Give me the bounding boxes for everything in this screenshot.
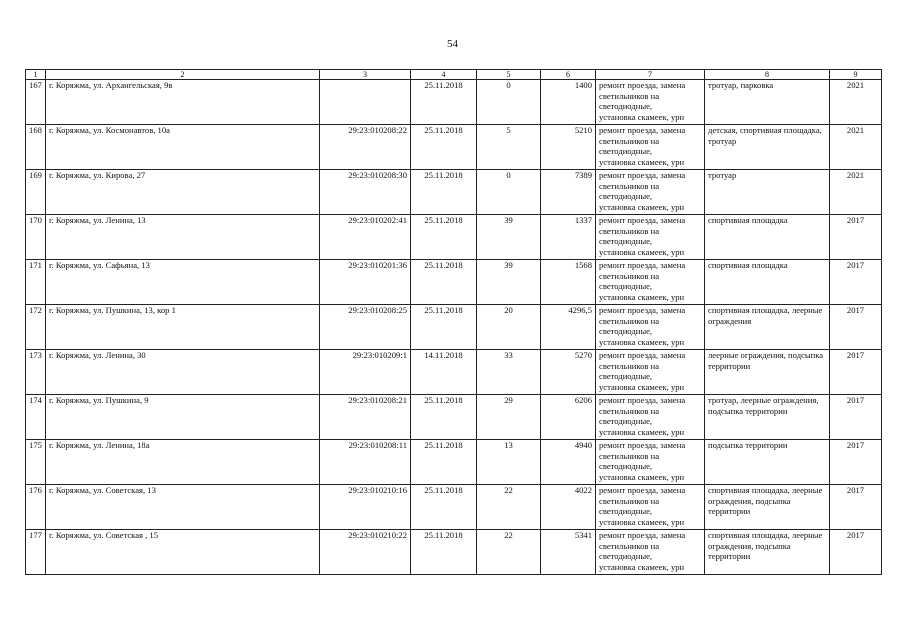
column-number: 9 <box>830 70 882 80</box>
area-cell: 1568 <box>541 260 596 305</box>
works-line: светодиодные, <box>599 281 653 291</box>
count-cell: 39 <box>477 215 541 260</box>
row-number: 169 <box>26 170 46 215</box>
year-cell: 2017 <box>830 530 882 575</box>
works-line: светильников на <box>599 315 660 326</box>
row-number: 174 <box>26 395 46 440</box>
date-cell: 25.11.2018 <box>411 440 477 485</box>
column-number: 7 <box>596 70 705 80</box>
works-line: светильников на <box>599 360 660 371</box>
works-cell <box>596 485 705 530</box>
row-number: 173 <box>26 350 46 395</box>
works-cell <box>596 440 705 485</box>
date-cell: 14.11.2018 <box>411 350 477 395</box>
count-cell: 39 <box>477 260 541 305</box>
cadastral-number-cell: 29:23:010209:1 <box>320 350 411 395</box>
works-cell <box>596 260 705 305</box>
additional-works-cell: спортивная площадка, леерные ограждения <box>705 305 830 350</box>
works-line: светодиодные, <box>599 191 653 201</box>
works-cell <box>596 215 705 260</box>
area-cell: 6206 <box>541 395 596 440</box>
date-cell: 25.11.2018 <box>411 260 477 305</box>
row-number: 170 <box>26 215 46 260</box>
table-row <box>26 485 882 530</box>
date-cell: 25.11.2018 <box>411 125 477 170</box>
cadastral-number-cell: 29:23:010202:41 <box>320 215 411 260</box>
works-line: ремонт проезда, замена <box>599 395 686 405</box>
works-line: ремонт проезда, замена <box>599 125 686 135</box>
area-cell: 5210 <box>541 125 596 170</box>
works-line: установка скамеек, урн <box>599 156 685 167</box>
works-cell <box>596 350 705 395</box>
works-line: светильников на <box>599 135 660 146</box>
count-cell: 20 <box>477 305 541 350</box>
table-row <box>26 125 882 170</box>
cadastral-number-cell: 29:23:010208:30 <box>320 170 411 215</box>
works-line: установка скамеек, урн <box>599 336 685 347</box>
column-number: 1 <box>26 70 46 80</box>
additional-works-cell: спортивная площадка, леерные ограждения, подсыпка территории <box>705 485 830 530</box>
page-number: 54 <box>447 38 458 50</box>
column-number: 4 <box>411 70 477 80</box>
count-cell: 0 <box>477 80 541 125</box>
works-line: светодиодные, <box>599 101 653 111</box>
date-cell: 25.11.2018 <box>411 80 477 125</box>
additional-works-cell: подсыпка территории <box>705 440 830 485</box>
works-line: светильников на <box>599 405 660 416</box>
column-number: 5 <box>477 70 541 80</box>
table-row <box>26 530 882 575</box>
cadastral-number-cell: 29:23:010208:11 <box>320 440 411 485</box>
works-line: ремонт проезда, замена <box>599 305 686 315</box>
works-line: светодиодные, <box>599 551 653 561</box>
column-number: 2 <box>46 70 320 80</box>
works-line: светильников на <box>599 540 660 551</box>
year-cell: 2017 <box>830 305 882 350</box>
works-line: установка скамеек, урн <box>599 516 685 527</box>
additional-works-cell: леерные ограждения, подсыпка территории <box>705 350 830 395</box>
address-cell: г. Коряжма, ул. Ленина, 30 <box>46 350 320 395</box>
count-cell: 22 <box>477 485 541 530</box>
works-line: светодиодные, <box>599 236 653 246</box>
additional-works-cell: спортивная площадка <box>705 260 830 305</box>
count-cell: 5 <box>477 125 541 170</box>
cadastral-number-cell: 29:23:010208:22 <box>320 125 411 170</box>
area-cell: 5341 <box>541 530 596 575</box>
row-number: 172 <box>26 305 46 350</box>
area-cell: 4022 <box>541 485 596 530</box>
works-line: ремонт проезда, замена <box>599 215 686 225</box>
year-cell: 2021 <box>830 125 882 170</box>
area-cell: 7389 <box>541 170 596 215</box>
table-row <box>26 260 882 305</box>
area-cell: 4940 <box>541 440 596 485</box>
works-line: светодиодные, <box>599 416 653 426</box>
row-number: 175 <box>26 440 46 485</box>
table-row <box>26 440 882 485</box>
count-cell: 0 <box>477 170 541 215</box>
works-line: светодиодные, <box>599 146 653 156</box>
count-cell: 29 <box>477 395 541 440</box>
year-cell: 2017 <box>830 215 882 260</box>
works-cell <box>596 395 705 440</box>
registry-table <box>25 69 882 575</box>
cadastral-number-cell: 29:23:010208:21 <box>320 395 411 440</box>
additional-works-cell: спортивная площадка <box>705 215 830 260</box>
table-row <box>26 395 882 440</box>
additional-works-cell: тротуар <box>705 170 830 215</box>
cadastral-number-cell: 29:23:010210:16 <box>320 485 411 530</box>
row-number: 177 <box>26 530 46 575</box>
date-cell: 25.11.2018 <box>411 305 477 350</box>
date-cell: 25.11.2018 <box>411 215 477 260</box>
works-line: установка скамеек, урн <box>599 201 685 212</box>
works-line: установка скамеек, урн <box>599 561 685 572</box>
works-line: установка скамеек, урн <box>599 111 685 122</box>
address-cell: г. Коряжма, ул. Космонавтов, 10а <box>46 125 320 170</box>
table-row <box>26 215 882 260</box>
address-cell: г. Коряжма, ул. Сафьяна, 13 <box>46 260 320 305</box>
column-number-row <box>26 70 882 80</box>
cadastral-number-cell <box>320 80 411 125</box>
address-cell: г. Коряжма, ул. Ленина, 18а <box>46 440 320 485</box>
column-number: 6 <box>541 70 596 80</box>
year-cell: 2017 <box>830 485 882 530</box>
works-line: установка скамеек, урн <box>599 471 685 482</box>
works-line: установка скамеек, урн <box>599 426 685 437</box>
count-cell: 22 <box>477 530 541 575</box>
table-row <box>26 80 882 125</box>
works-line: ремонт проезда, замена <box>599 170 686 180</box>
works-line: ремонт проезда, замена <box>599 440 686 450</box>
area-cell: 1337 <box>541 215 596 260</box>
works-cell <box>596 80 705 125</box>
year-cell: 2021 <box>830 170 882 215</box>
date-cell: 25.11.2018 <box>411 395 477 440</box>
table-row <box>26 170 882 215</box>
works-line: светильников на <box>599 180 660 191</box>
date-cell: 25.11.2018 <box>411 170 477 215</box>
area-cell: 5270 <box>541 350 596 395</box>
year-cell: 2017 <box>830 440 882 485</box>
works-line: ремонт проезда, замена <box>599 80 686 90</box>
works-line: установка скамеек, урн <box>599 291 685 302</box>
works-line: светильников на <box>599 90 660 101</box>
works-cell <box>596 305 705 350</box>
date-cell: 25.11.2018 <box>411 485 477 530</box>
row-number: 168 <box>26 125 46 170</box>
cadastral-number-cell: 29:23:010210:22 <box>320 530 411 575</box>
table-row <box>26 350 882 395</box>
date-cell: 25.11.2018 <box>411 530 477 575</box>
year-cell: 2017 <box>830 260 882 305</box>
row-number: 176 <box>26 485 46 530</box>
address-cell: г. Коряжма, ул. Кирова, 27 <box>46 170 320 215</box>
works-line: светодиодные, <box>599 461 653 471</box>
works-line: светильников на <box>599 270 660 281</box>
address-cell: г. Коряжма, ул. Ленина, 13 <box>46 215 320 260</box>
works-line: светильников на <box>599 225 660 236</box>
column-number: 3 <box>320 70 411 80</box>
works-line: светильников на <box>599 450 660 461</box>
address-cell: г. Коряжма, ул. Советская, 13 <box>46 485 320 530</box>
count-cell: 13 <box>477 440 541 485</box>
column-number: 8 <box>705 70 830 80</box>
area-cell: 1400 <box>541 80 596 125</box>
additional-works-cell: детская, спортивная площадка, тротуар <box>705 125 830 170</box>
address-cell: г. Коряжма, ул. Пушкина, 13, кор 1 <box>46 305 320 350</box>
year-cell: 2021 <box>830 80 882 125</box>
cadastral-number-cell: 29:23:010208:25 <box>320 305 411 350</box>
year-cell: 2017 <box>830 350 882 395</box>
works-line: установка скамеек, урн <box>599 381 685 392</box>
works-line: ремонт проезда, замена <box>599 530 686 540</box>
additional-works-cell: тротуар, леерные ограждения, подсыпка территории <box>705 395 830 440</box>
address-cell: г. Коряжма, ул. Советская , 15 <box>46 530 320 575</box>
works-cell <box>596 530 705 575</box>
works-line: светодиодные, <box>599 371 653 381</box>
works-line: ремонт проезда, замена <box>599 485 686 495</box>
additional-works-cell: тротуар, парковка <box>705 80 830 125</box>
address-cell: г. Коряжма, ул. Архангельская, 9в <box>46 80 320 125</box>
area-cell: 4296,5 <box>541 305 596 350</box>
address-cell: г. Коряжма, ул. Пушкина, 9 <box>46 395 320 440</box>
additional-works-cell: спортивная площадка, леерные ограждения, подсыпка территории <box>705 530 830 575</box>
row-number: 171 <box>26 260 46 305</box>
count-cell: 33 <box>477 350 541 395</box>
year-cell: 2017 <box>830 395 882 440</box>
row-number: 167 <box>26 80 46 125</box>
works-line: светильников на <box>599 495 660 506</box>
works-line: ремонт проезда, замена <box>599 350 686 360</box>
cadastral-number-cell: 29:23:010201:36 <box>320 260 411 305</box>
works-cell <box>596 170 705 215</box>
works-line: светодиодные, <box>599 506 653 516</box>
works-line: установка скамеек, урн <box>599 246 685 257</box>
works-cell <box>596 125 705 170</box>
works-line: ремонт проезда, замена <box>599 260 686 270</box>
table-row <box>26 305 882 350</box>
works-line: светодиодные, <box>599 326 653 336</box>
